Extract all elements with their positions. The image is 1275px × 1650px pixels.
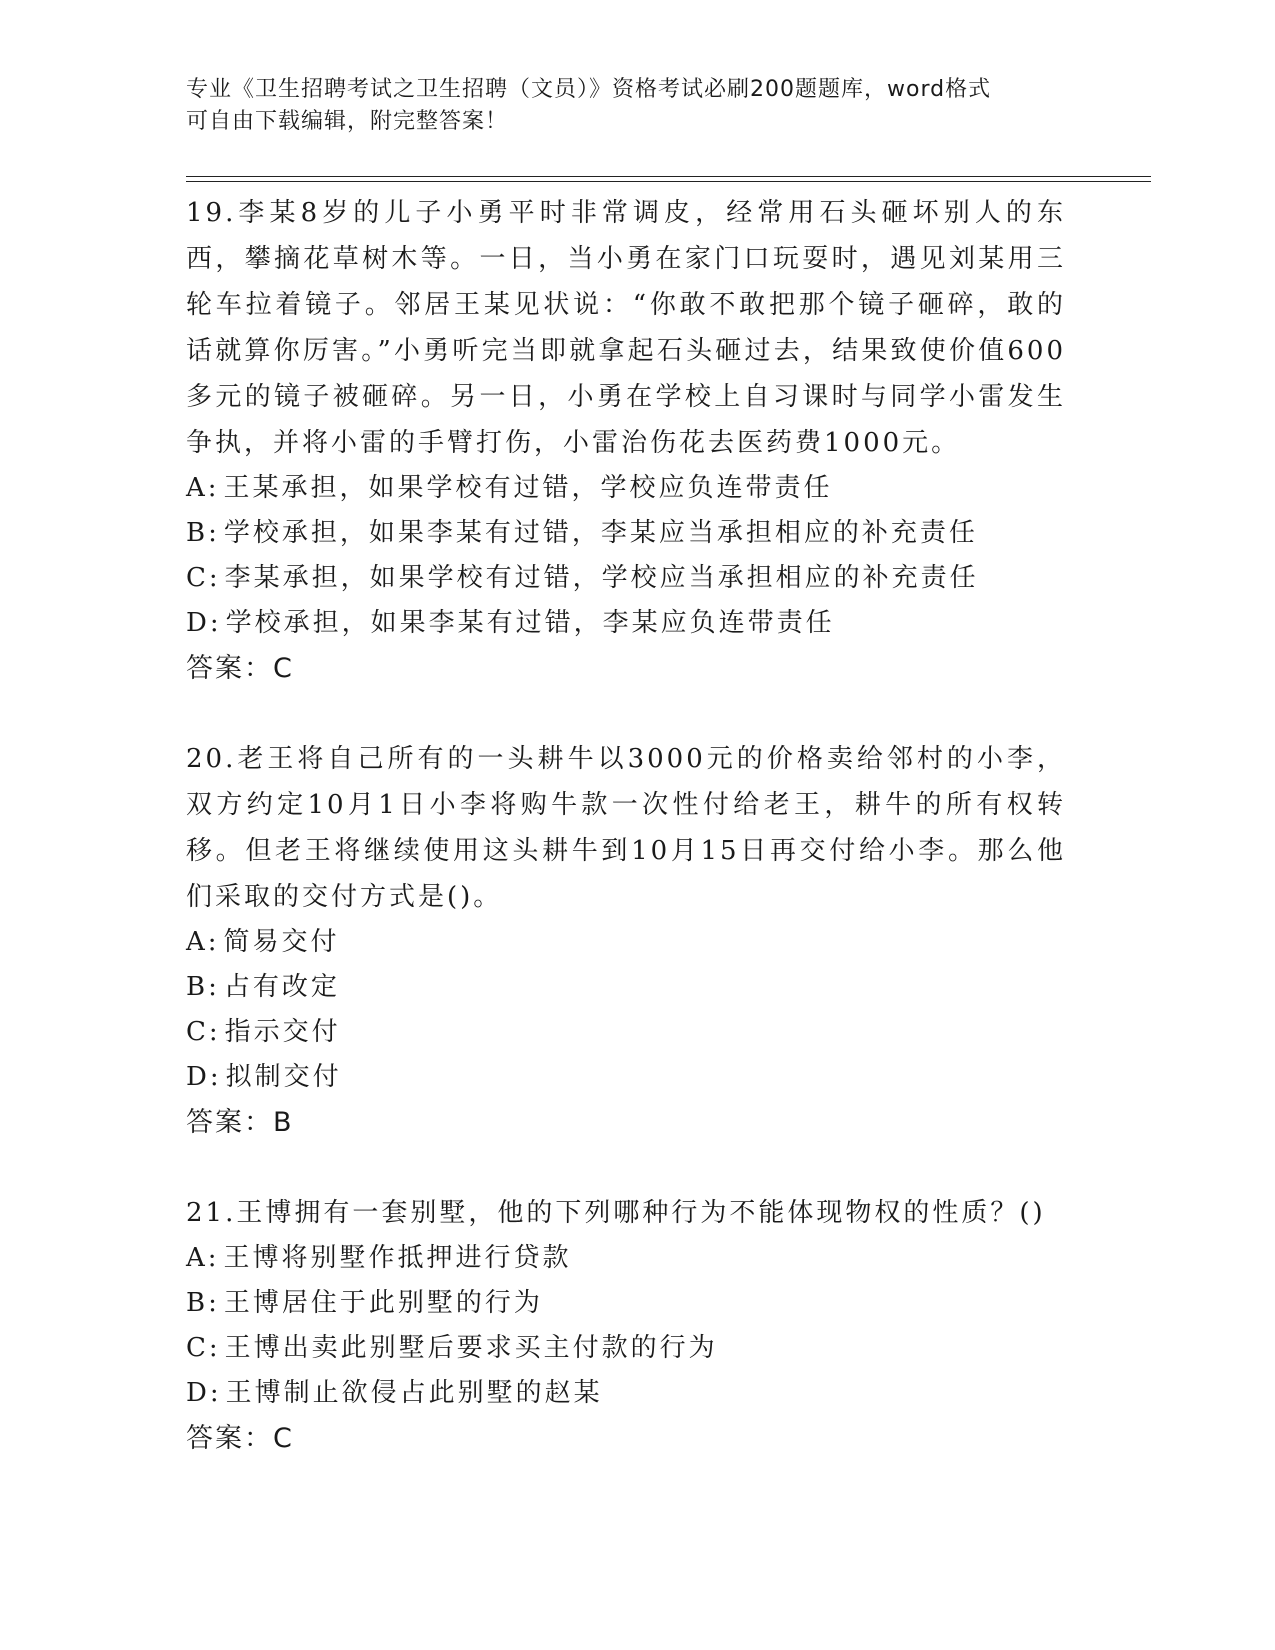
option-c: C: 王博出卖此别墅后要求买主付款的行为 [186, 1333, 718, 1363]
option-d: D: 王博制止欲侵占此别墅的赵某 [186, 1378, 603, 1408]
question-21 [186, 1190, 1066, 1462]
question-list [186, 190, 1066, 1506]
option-letter: A [186, 927, 208, 957]
header-divider-top [186, 176, 1151, 177]
option-letter: C [186, 1333, 209, 1363]
option-letter: B [186, 518, 209, 548]
option-a: A: 简易交付 [186, 927, 340, 957]
option-text: 学校承担，如果李某有过错，李某应负连带责任 [225, 608, 835, 638]
document-header [186, 74, 1066, 138]
option-d: D: 拟制交付 [186, 1062, 342, 1092]
header-divider-bottom [186, 181, 1151, 182]
question-19 [186, 190, 1066, 692]
option-text: 王某承担，如果学校有过错，学校应负连带责任 [223, 473, 833, 503]
option-b: B: 王博居住于此别墅的行为 [186, 1288, 543, 1318]
option-text: 王博将别墅作抵押进行贷款 [223, 1243, 572, 1273]
option-letter: C [186, 1017, 209, 1047]
option-text: 占有改定 [223, 972, 340, 1002]
option-letter: B [186, 972, 209, 1002]
option-text: 王博居住于此别墅的行为 [223, 1288, 543, 1318]
answer-line: 答案：B [186, 1107, 294, 1138]
option-b: B: 学校承担，如果李某有过错，李某应当承担相应的补充责任 [186, 518, 978, 548]
option-c: C: 指示交付 [186, 1017, 341, 1047]
header-line-1: 专业《卫生招聘考试之卫生招聘（文员）》资格考试必刷200题题库，word格式 [186, 77, 992, 102]
option-letter: B [186, 1288, 209, 1318]
question-stem: 20.老王将自己所有的一头耕牛以3000元的价格卖给邻村的小李，双方约定10月1日小李将购牛款一次性付给老王，耕牛的所有权转移。但老王将继续使用这头耕牛到10月15日再交付给小李。那么他们采取的交付方式是()。 [186, 744, 1066, 912]
option-d: D: 学校承担，如果李某有过错，李某应负连带责任 [186, 608, 835, 638]
option-text: 简易交付 [223, 927, 340, 957]
option-text: 指示交付 [224, 1017, 341, 1047]
option-b: B: 占有改定 [186, 972, 340, 1002]
option-a: A: 王博将别墅作抵押进行贷款 [186, 1243, 572, 1273]
option-a: A: 王某承担，如果学校有过错，学校应负连带责任 [186, 473, 833, 503]
option-text: 李某承担，如果学校有过错，学校应当承担相应的补充责任 [224, 563, 979, 593]
option-text: 学校承担，如果李某有过错，李某应当承担相应的补充责任 [223, 518, 978, 548]
question-20 [186, 736, 1066, 1146]
option-text: 拟制交付 [225, 1062, 342, 1092]
option-c: C: 李某承担，如果学校有过错，学校应当承担相应的补充责任 [186, 563, 979, 593]
option-letter: D [186, 1378, 210, 1408]
option-letter: A [186, 473, 208, 503]
option-text: 王博出卖此别墅后要求买主付款的行为 [224, 1333, 718, 1363]
header-line-2: 可自由下载编辑，附完整答案！ [186, 109, 509, 134]
option-letter: C [186, 563, 209, 593]
option-letter: D [186, 1062, 210, 1092]
option-letter: D [186, 608, 210, 638]
option-text: 王博制止欲侵占此别墅的赵某 [225, 1378, 603, 1408]
question-stem: 19.李某8岁的儿子小勇平时非常调皮，经常用石头砸坏别人的东西，攀摘花草树木等。一日，当小勇在家门口玩耍时，遇见刘某用三轮车拉着镜子。邻居王某见状说：“你敢不敢把那个镜子砸碎，敢的话就算你厉害。”小勇听完当即就拿起石头砸过去，结果致使价值600多元的镜子被砸碎。另一日，小勇在学校上自习课时与同学小雷发生争执，并将小雷的手臂打伤，小雷治伤花去医药费1000元。 [186, 198, 1066, 458]
answer-line: 答案：C [186, 653, 294, 684]
answer-line: 答案：C [186, 1423, 294, 1454]
option-letter: A [186, 1243, 208, 1273]
question-stem: 21.王博拥有一套别墅，他的下列哪种行为不能体现物权的性质？() [186, 1198, 1046, 1228]
